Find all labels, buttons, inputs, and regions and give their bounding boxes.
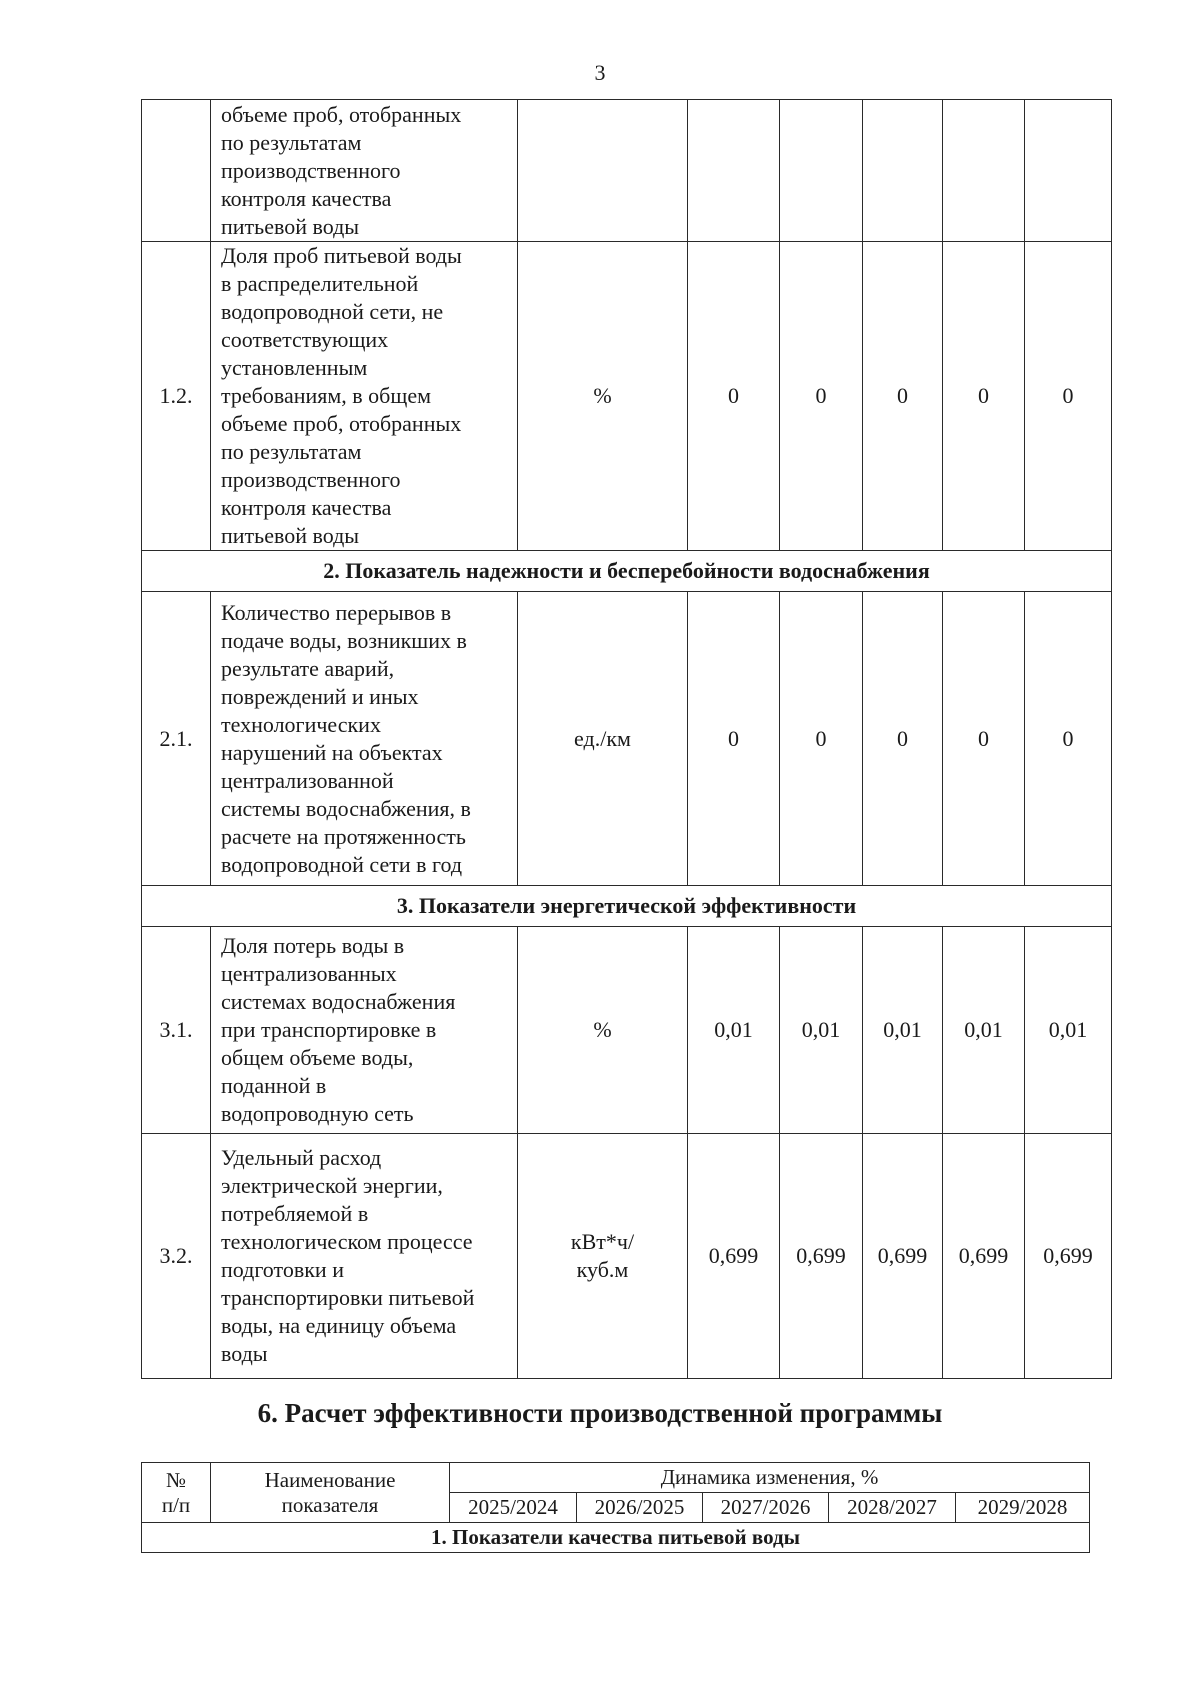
value-cell: 0,01 — [863, 927, 943, 1134]
indicator-name-line: поданной в — [221, 1073, 327, 1098]
value-cell: 0 — [1025, 592, 1112, 886]
indicator-name-line: воды, на единицу объема — [221, 1313, 457, 1338]
indicator-name-line: установленным — [221, 355, 368, 380]
unit-line: % — [593, 383, 612, 408]
indicators-table-body — [142, 100, 1112, 1379]
unit-cell — [518, 242, 688, 551]
value-cell: 0,699 — [863, 1134, 943, 1379]
indicator-name-line: системы водоснабжения, в — [221, 795, 471, 821]
indicator-name-line: в распределительной — [221, 271, 419, 296]
indicator-name — [211, 927, 518, 1134]
value-cell: 0 — [688, 242, 780, 551]
indicator-name-line: централизованных — [221, 961, 397, 986]
indicator-name-line: централизованной — [221, 767, 394, 793]
unit-cell — [518, 1134, 688, 1379]
unit-line: % — [593, 1017, 612, 1042]
value-cell: 0,01 — [1025, 927, 1112, 1134]
table-row — [142, 1134, 1112, 1379]
value-cell: 0,699 — [688, 1134, 780, 1379]
indicator-name — [211, 592, 518, 886]
indicator-name — [211, 1134, 518, 1379]
value-cell: 0,699 — [780, 1134, 863, 1379]
unit-line: кВт*ч/ — [570, 1229, 635, 1254]
section-6-title: 6. Расчет эффективности производственной программы — [257, 1398, 943, 1428]
unit-line: ед./км — [574, 725, 631, 751]
indicator-name-line: питьевой воды — [221, 213, 360, 239]
row-number: 2.1. — [142, 592, 211, 886]
period-header: 2029/2028 — [956, 1493, 1090, 1523]
indicator-name-line: результате аварий, — [221, 655, 395, 681]
indicator-name-line: расчете на протяженность — [221, 823, 466, 849]
indicator-name-line: технологическом процессе — [221, 1229, 473, 1254]
indicator-name-line: по результатам — [221, 439, 362, 464]
value-cell: 0 — [780, 242, 863, 551]
value-cell — [863, 100, 943, 242]
row-number — [142, 100, 211, 242]
period-header: 2027/2026 — [703, 1493, 829, 1523]
indicator-name-line: подаче воды, возникших в — [221, 627, 467, 653]
indicator-name-line: подготовки и — [221, 1257, 344, 1282]
header-name-line: Наименование — [264, 1467, 396, 1492]
header-num-line: п/п — [161, 1492, 191, 1517]
value-cell: 0 — [780, 592, 863, 886]
indicator-name-line: Доля проб питьевой воды — [221, 243, 462, 268]
row-number: 1.2. — [142, 242, 211, 551]
indicator-name-line: контроля качества — [221, 185, 392, 211]
indicator-name-line: водопроводной сети в год — [221, 851, 463, 877]
section-title-cell: 2. Показатель надежности и бесперебойности водоснабжения — [142, 551, 1112, 592]
table-row — [142, 927, 1112, 1134]
indicator-name-line: воды — [221, 1341, 268, 1366]
indicator-name-line: объеме проб, отобранных — [221, 101, 462, 127]
indicator-name-line: соответствующих — [221, 327, 389, 352]
table-row — [142, 592, 1112, 886]
table-section-row — [142, 886, 1112, 927]
table-section-row — [142, 551, 1112, 592]
unit-cell — [518, 592, 688, 886]
header-dynamics: Динамика изменения, % — [450, 1463, 1090, 1493]
indicator-name-line: системах водоснабжения — [221, 989, 456, 1014]
section-title-cell: 3. Показатели энергетической эффективности — [142, 886, 1112, 927]
value-cell: 0 — [943, 592, 1025, 886]
indicator-name-line: производственного — [221, 467, 401, 492]
header-name-line: показателя — [281, 1492, 379, 1517]
page-number: 3 — [594, 60, 606, 85]
table-header-row — [142, 1463, 1090, 1493]
indicator-name-line: питьевой воды — [221, 523, 360, 548]
indicator-name-line: водопроводной сети, не — [221, 299, 444, 324]
value-cell: 0 — [688, 592, 780, 886]
indicator-name-line: объеме проб, отобранных — [221, 411, 462, 436]
value-cell — [780, 100, 863, 242]
value-cell: 0 — [863, 242, 943, 551]
value-cell: 0,01 — [780, 927, 863, 1134]
indicator-name-line: контроля качества — [221, 495, 392, 520]
indicator-name-line: Доля потерь воды в — [221, 933, 405, 958]
unit-cell — [518, 927, 688, 1134]
value-cell: 0,01 — [688, 927, 780, 1134]
indicator-name-line: Удельный расход — [221, 1145, 382, 1170]
unit-cell — [518, 100, 688, 242]
indicator-name-line: электрической энергии, — [221, 1173, 443, 1198]
period-header: 2028/2027 — [829, 1493, 956, 1523]
value-cell: 0 — [1025, 242, 1112, 551]
indicator-name-line: потребляемой в — [221, 1201, 369, 1226]
period-header: 2025/2024 — [450, 1493, 577, 1523]
indicator-name-line: технологических — [221, 711, 381, 737]
efficiency-table — [141, 1462, 1090, 1553]
indicators-table — [141, 99, 1112, 1379]
indicator-name-line: по результатам — [221, 129, 362, 155]
table-section-row — [142, 1523, 1090, 1553]
period-header: 2026/2025 — [577, 1493, 703, 1523]
value-cell: 0 — [863, 592, 943, 886]
table-row — [142, 100, 1112, 242]
indicator-name-line: производственного — [221, 157, 401, 183]
indicator-name-line: при транспортировке в — [221, 1017, 437, 1042]
header-name-cell — [211, 1463, 450, 1523]
value-cell — [1025, 100, 1112, 242]
header-num-cell — [142, 1463, 211, 1523]
indicator-name-line: требованиям, в общем — [221, 383, 431, 408]
section-title-cell: 1. Показатели качества питьевой воды — [142, 1523, 1090, 1553]
indicator-name — [211, 100, 518, 242]
row-number: 3.1. — [142, 927, 211, 1134]
value-cell — [943, 100, 1025, 242]
indicator-name-line: нарушений на объектах — [221, 739, 443, 765]
row-number: 3.2. — [142, 1134, 211, 1379]
indicator-name-line: общем объеме воды, — [221, 1045, 414, 1070]
value-cell: 0,699 — [1025, 1134, 1112, 1379]
indicator-name — [211, 242, 518, 551]
value-cell: 0,699 — [943, 1134, 1025, 1379]
value-cell: 0 — [943, 242, 1025, 551]
unit-line: куб.м — [576, 1257, 629, 1282]
indicator-name-line: транспортировки питьевой — [221, 1285, 475, 1310]
indicator-name-line: Количество перерывов в — [221, 599, 452, 625]
header-num-line: № — [165, 1467, 187, 1492]
indicator-name-line: водопроводную сеть — [221, 1101, 414, 1126]
table-row — [142, 242, 1112, 551]
indicator-name-line: повреждений и иных — [221, 683, 419, 709]
value-cell: 0,01 — [943, 927, 1025, 1134]
value-cell — [688, 100, 780, 242]
